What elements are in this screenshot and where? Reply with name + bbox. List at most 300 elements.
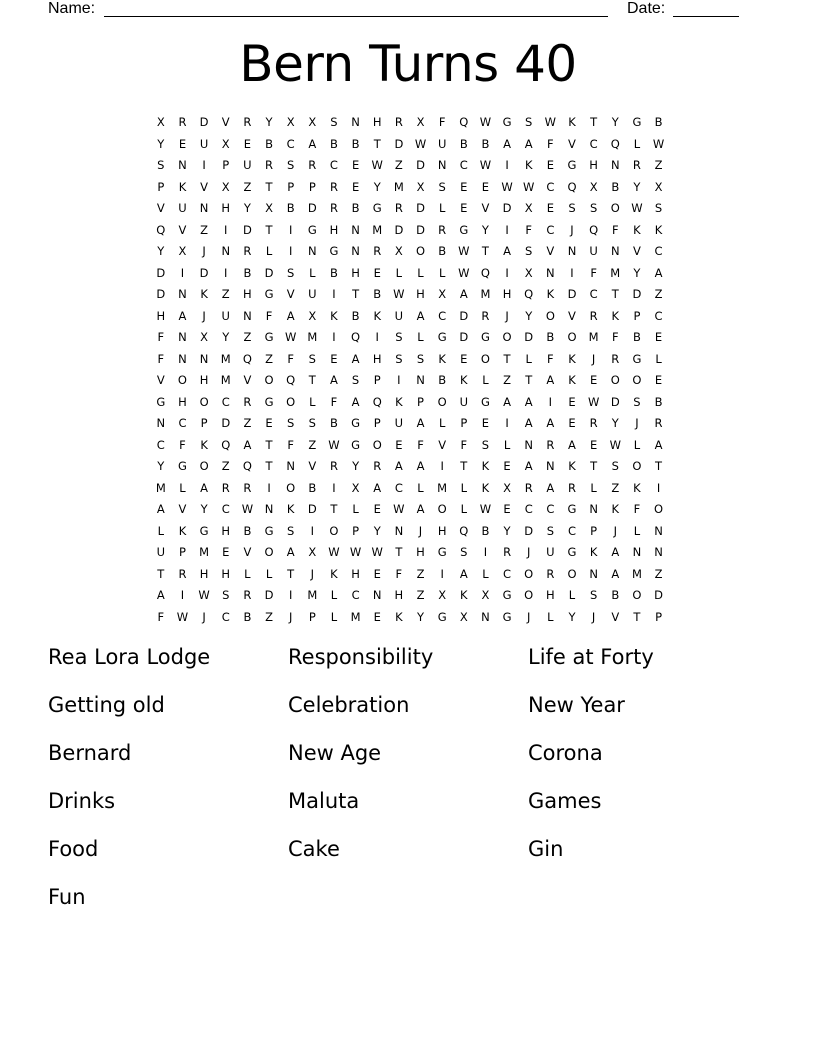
grid-letter[interactable]: A xyxy=(200,480,209,495)
grid-letter[interactable]: O xyxy=(286,394,296,409)
grid-letter[interactable]: H xyxy=(156,308,166,323)
grid-letter[interactable]: I xyxy=(224,222,228,237)
grid-letter[interactable]: A xyxy=(524,136,533,151)
grid-letter[interactable]: K xyxy=(286,502,295,516)
grid-letter[interactable]: I xyxy=(332,330,336,344)
grid-letter[interactable]: P xyxy=(157,179,165,194)
grid-letter[interactable]: I xyxy=(332,480,336,495)
grid-letter[interactable]: F xyxy=(395,566,403,581)
grid-letter[interactable]: Z xyxy=(654,287,663,301)
grid-letter[interactable]: P xyxy=(590,523,598,538)
grid-letter[interactable]: A xyxy=(524,459,533,473)
grid-letter[interactable]: S xyxy=(589,588,598,602)
grid-letter[interactable]: C xyxy=(567,523,576,538)
grid-letter[interactable]: W xyxy=(371,158,383,172)
grid-letter[interactable]: E xyxy=(243,136,252,151)
grid-letter[interactable]: U xyxy=(546,545,555,559)
grid-letter[interactable]: D xyxy=(459,308,469,323)
grid-letter[interactable]: L xyxy=(460,480,467,495)
grid-letter[interactable]: I xyxy=(180,588,185,602)
grid-letter[interactable]: K xyxy=(438,351,446,366)
grid-letter[interactable]: G xyxy=(264,523,274,538)
grid-letter[interactable]: Z xyxy=(503,373,512,387)
grid-letter[interactable]: O xyxy=(372,437,382,452)
grid-letter[interactable]: J xyxy=(418,523,423,538)
grid-letter[interactable]: Y xyxy=(157,244,165,258)
grid-letter[interactable]: J xyxy=(635,416,639,430)
grid-letter[interactable]: I xyxy=(375,330,379,344)
grid-letter[interactable]: N xyxy=(524,437,534,452)
grid-letter[interactable]: D xyxy=(610,394,620,409)
grid-letter[interactable]: I xyxy=(224,265,228,280)
grid-letter[interactable]: Z xyxy=(221,287,230,301)
grid-letter[interactable]: R xyxy=(329,201,338,215)
grid-letter[interactable]: L xyxy=(157,523,165,538)
grid-letter[interactable]: I xyxy=(505,222,509,237)
grid-letter[interactable]: A xyxy=(654,437,663,452)
grid-letter[interactable]: D xyxy=(221,416,231,430)
grid-letter[interactable]: C xyxy=(589,136,598,151)
grid-letter[interactable]: O xyxy=(480,351,490,366)
grid-letter[interactable]: Y xyxy=(265,115,273,129)
grid-letter[interactable]: A xyxy=(611,545,620,559)
grid-letter[interactable]: J xyxy=(613,523,617,538)
grid-letter[interactable]: G xyxy=(264,330,274,344)
grid-letter[interactable]: K xyxy=(395,394,403,409)
grid-letter[interactable]: B xyxy=(265,136,273,151)
grid-letter[interactable]: Z xyxy=(243,416,252,430)
grid-letter[interactable]: B xyxy=(438,373,447,387)
grid-letter[interactable]: S xyxy=(308,351,316,366)
grid-letter[interactable]: T xyxy=(352,287,360,301)
grid-letter[interactable]: R xyxy=(308,158,317,172)
grid-letter[interactable]: A xyxy=(654,265,663,280)
grid-letter[interactable]: V xyxy=(243,373,252,387)
grid-letter[interactable]: U xyxy=(243,158,252,172)
grid-letter[interactable]: A xyxy=(524,416,533,430)
grid-letter[interactable]: V xyxy=(568,308,576,323)
grid-letter[interactable]: N xyxy=(654,545,663,559)
grid-letter[interactable]: V xyxy=(178,502,187,516)
grid-letter[interactable]: A xyxy=(243,437,252,452)
grid-letter[interactable]: Q xyxy=(156,222,166,237)
grid-letter[interactable]: M xyxy=(155,480,166,495)
grid-letter[interactable]: B xyxy=(438,244,447,258)
grid-letter[interactable]: B xyxy=(481,136,490,151)
grid-letter[interactable]: M xyxy=(631,566,642,581)
grid-letter[interactable]: J xyxy=(202,244,206,258)
grid-letter[interactable]: B xyxy=(351,308,360,323)
grid-letter[interactable]: D xyxy=(394,136,404,151)
grid-letter[interactable]: H xyxy=(394,588,404,602)
grid-letter[interactable]: R xyxy=(329,459,338,473)
grid-letter[interactable]: T xyxy=(395,545,403,559)
grid-letter[interactable]: V xyxy=(438,437,447,452)
grid-letter[interactable]: C xyxy=(524,502,533,516)
grid-letter[interactable]: L xyxy=(438,201,446,215)
grid-letter[interactable]: N xyxy=(437,158,447,172)
grid-letter[interactable]: F xyxy=(633,502,641,516)
grid-letter[interactable]: O xyxy=(610,201,620,215)
grid-letter[interactable]: Q xyxy=(242,459,252,473)
grid-letter[interactable]: T xyxy=(265,222,273,237)
grid-letter[interactable]: V xyxy=(286,287,295,301)
grid-letter[interactable]: N xyxy=(178,158,187,172)
grid-letter[interactable]: D xyxy=(524,330,534,344)
grid-letter[interactable]: A xyxy=(503,394,511,409)
grid-letter[interactable]: D xyxy=(199,265,209,280)
grid-letter[interactable]: D xyxy=(156,265,166,280)
grid-letter[interactable]: R xyxy=(265,158,274,172)
grid-letter[interactable]: S xyxy=(287,265,295,280)
grid-letter[interactable]: U xyxy=(589,244,598,258)
grid-letter[interactable]: U xyxy=(308,287,317,301)
grid-letter[interactable]: L xyxy=(395,265,403,280)
grid-letter[interactable]: I xyxy=(180,265,185,280)
grid-letter[interactable]: L xyxy=(417,330,424,344)
grid-letter[interactable]: N xyxy=(654,523,663,538)
grid-letter[interactable]: B xyxy=(654,394,663,409)
grid-letter[interactable]: K xyxy=(546,287,555,301)
grid-letter[interactable]: C xyxy=(329,158,338,172)
grid-letter[interactable]: W xyxy=(198,588,210,602)
grid-letter[interactable]: C xyxy=(589,287,598,301)
grid-letter[interactable]: G xyxy=(307,222,317,237)
grid-letter[interactable]: R xyxy=(243,588,252,602)
grid-letter[interactable]: G xyxy=(437,609,447,624)
grid-letter[interactable]: G xyxy=(567,502,577,516)
grid-letter[interactable]: Z xyxy=(265,351,273,366)
grid-letter[interactable]: I xyxy=(202,158,206,172)
grid-letter[interactable]: H xyxy=(221,201,231,215)
grid-letter[interactable]: H xyxy=(372,351,382,366)
grid-letter[interactable]: K xyxy=(460,373,468,387)
grid-letter[interactable]: N xyxy=(589,566,598,581)
grid-letter[interactable]: M xyxy=(199,545,210,559)
grid-letter[interactable]: Z xyxy=(611,480,620,495)
grid-letter[interactable]: O xyxy=(199,459,209,473)
grid-letter[interactable]: E xyxy=(351,158,360,172)
grid-letter[interactable]: Y xyxy=(352,459,360,473)
grid-letter[interactable]: A xyxy=(373,480,382,495)
grid-letter[interactable]: S xyxy=(287,158,295,172)
grid-letter[interactable]: L xyxy=(179,480,186,495)
grid-letter[interactable]: H xyxy=(221,523,231,538)
grid-letter[interactable]: Y xyxy=(157,136,165,151)
grid-letter[interactable]: S xyxy=(416,351,425,366)
grid-letter[interactable]: N xyxy=(351,244,360,258)
grid-letter[interactable]: S xyxy=(654,201,663,215)
grid-letter[interactable]: H xyxy=(243,287,252,301)
grid-letter[interactable]: I xyxy=(505,265,509,280)
grid-letter[interactable]: L xyxy=(633,523,641,538)
grid-letter[interactable]: P xyxy=(373,416,381,430)
grid-letter[interactable]: N xyxy=(199,351,209,366)
grid-letter[interactable]: D xyxy=(156,287,166,301)
grid-letter[interactable]: U xyxy=(459,394,468,409)
grid-letter[interactable]: Y xyxy=(222,330,230,344)
grid-letter[interactable]: O xyxy=(437,502,447,516)
grid-letter[interactable]: E xyxy=(654,373,663,387)
grid-letter[interactable]: Q xyxy=(610,136,620,151)
grid-letter[interactable]: D xyxy=(307,201,317,215)
grid-letter[interactable]: V xyxy=(221,115,230,129)
grid-letter[interactable]: P xyxy=(633,308,641,323)
grid-letter[interactable]: G xyxy=(351,416,361,430)
grid-letter[interactable]: D xyxy=(264,265,274,280)
grid-letter[interactable]: V xyxy=(632,244,641,258)
grid-letter[interactable]: A xyxy=(178,308,187,323)
grid-letter[interactable]: S xyxy=(308,416,316,430)
grid-letter[interactable]: R xyxy=(567,480,576,495)
grid-letter[interactable]: C xyxy=(394,480,403,495)
grid-letter[interactable]: W xyxy=(652,136,665,151)
grid-letter[interactable]: W xyxy=(328,545,340,559)
grid-letter[interactable]: N xyxy=(308,244,317,258)
grid-letter[interactable]: W xyxy=(371,545,383,559)
grid-letter[interactable]: I xyxy=(397,373,401,387)
grid-letter[interactable]: W xyxy=(479,502,492,516)
grid-letter[interactable]: W xyxy=(176,609,189,624)
grid-letter[interactable]: G xyxy=(480,394,490,409)
grid-letter[interactable]: M xyxy=(350,609,361,624)
grid-letter[interactable]: D xyxy=(459,330,469,344)
grid-letter[interactable]: L xyxy=(590,480,597,495)
grid-letter[interactable]: K xyxy=(330,308,338,323)
grid-letter[interactable]: N xyxy=(546,265,555,280)
grid-letter[interactable]: E xyxy=(568,416,576,430)
grid-letter[interactable]: V xyxy=(178,222,187,237)
grid-letter[interactable]: X xyxy=(438,287,447,301)
grid-letter[interactable]: K xyxy=(524,158,533,172)
grid-letter[interactable]: H xyxy=(351,265,360,280)
grid-letter[interactable]: R xyxy=(611,351,620,366)
grid-letter[interactable]: F xyxy=(547,136,554,151)
grid-letter[interactable]: E xyxy=(460,201,468,215)
grid-letter[interactable]: B xyxy=(243,265,252,280)
grid-letter[interactable]: B xyxy=(632,330,641,344)
grid-letter[interactable]: L xyxy=(330,588,338,602)
grid-letter[interactable]: S xyxy=(481,437,490,452)
grid-letter[interactable]: F xyxy=(157,609,165,624)
grid-letter[interactable]: U xyxy=(199,136,209,151)
grid-letter[interactable]: T xyxy=(265,179,273,194)
grid-letter[interactable]: C xyxy=(503,566,512,581)
grid-letter[interactable]: A xyxy=(351,351,360,366)
grid-letter[interactable]: T xyxy=(655,459,663,473)
grid-letter[interactable]: C xyxy=(156,437,165,452)
grid-letter[interactable]: Q xyxy=(372,394,382,409)
grid-letter[interactable]: O xyxy=(524,566,534,581)
grid-letter[interactable]: E xyxy=(351,179,360,194)
grid-letter[interactable]: G xyxy=(264,394,274,409)
grid-letter[interactable]: A xyxy=(546,416,555,430)
grid-letter[interactable]: Z xyxy=(416,566,425,581)
grid-letter[interactable]: I xyxy=(570,265,574,280)
name-blank-line[interactable] xyxy=(104,16,608,17)
grid-letter[interactable]: K xyxy=(568,373,576,387)
grid-letter[interactable]: B xyxy=(243,523,252,538)
grid-letter[interactable]: C xyxy=(546,222,555,237)
grid-letter[interactable]: V xyxy=(243,545,252,559)
grid-letter[interactable]: I xyxy=(288,588,293,602)
grid-letter[interactable]: L xyxy=(417,265,424,280)
grid-letter[interactable]: K xyxy=(200,287,208,301)
grid-letter[interactable]: M xyxy=(307,588,318,602)
grid-letter[interactable]: B xyxy=(611,588,620,602)
grid-letter[interactable]: F xyxy=(157,351,165,366)
grid-letter[interactable]: H xyxy=(329,222,339,237)
grid-letter[interactable]: L xyxy=(460,502,467,516)
grid-letter[interactable]: X xyxy=(308,115,317,129)
grid-letter[interactable]: H xyxy=(437,523,447,538)
grid-letter[interactable]: O xyxy=(654,502,664,516)
grid-letter[interactable]: O xyxy=(264,373,274,387)
grid-letter[interactable]: L xyxy=(525,351,532,366)
grid-letter[interactable]: T xyxy=(590,115,598,129)
grid-letter[interactable]: K xyxy=(481,480,490,495)
grid-letter[interactable]: L xyxy=(482,373,489,387)
grid-letter[interactable]: N xyxy=(481,609,490,624)
grid-letter[interactable]: R xyxy=(394,201,403,215)
grid-letter[interactable]: B xyxy=(373,287,382,301)
grid-letter[interactable]: T xyxy=(633,609,641,624)
grid-letter[interactable]: A xyxy=(286,308,295,323)
grid-letter[interactable]: H xyxy=(221,566,231,581)
grid-letter[interactable]: W xyxy=(523,179,535,194)
grid-letter[interactable]: Q xyxy=(351,330,361,344)
grid-letter[interactable]: E xyxy=(654,330,663,344)
grid-letter[interactable]: J xyxy=(527,545,531,559)
grid-letter[interactable]: E xyxy=(178,136,187,151)
grid-letter[interactable]: E xyxy=(373,265,381,280)
grid-letter[interactable]: Q xyxy=(286,373,296,387)
grid-letter[interactable]: W xyxy=(349,545,362,559)
grid-letter[interactable]: G xyxy=(567,545,577,559)
grid-letter[interactable]: B xyxy=(546,330,555,344)
grid-letter[interactable]: J xyxy=(310,566,314,581)
grid-letter[interactable]: W xyxy=(393,502,405,516)
grid-letter[interactable]: Q xyxy=(524,287,534,301)
grid-letter[interactable]: A xyxy=(524,394,533,409)
grid-letter[interactable]: E xyxy=(481,179,490,194)
grid-letter[interactable]: A xyxy=(308,136,317,151)
grid-letter[interactable]: W xyxy=(458,244,470,258)
grid-letter[interactable]: M xyxy=(220,373,231,387)
grid-letter[interactable]: T xyxy=(265,437,273,452)
grid-letter[interactable]: Y xyxy=(633,179,641,194)
grid-letter[interactable]: K xyxy=(373,308,381,323)
grid-letter[interactable]: I xyxy=(332,287,336,301)
grid-letter[interactable]: F xyxy=(547,351,554,366)
grid-letter[interactable]: Z xyxy=(221,459,230,473)
grid-letter[interactable]: F xyxy=(417,437,424,452)
grid-letter[interactable]: S xyxy=(222,588,230,602)
grid-letter[interactable]: L xyxy=(309,265,316,280)
grid-letter[interactable]: Q xyxy=(567,179,577,194)
grid-letter[interactable]: X xyxy=(394,244,403,258)
grid-letter[interactable]: C xyxy=(546,502,555,516)
grid-letter[interactable]: R xyxy=(373,459,382,473)
grid-letter[interactable]: S xyxy=(460,545,468,559)
grid-letter[interactable]: A xyxy=(416,416,425,430)
grid-letter[interactable]: Q xyxy=(589,222,599,237)
grid-letter[interactable]: J xyxy=(202,308,206,323)
grid-letter[interactable]: J xyxy=(202,609,206,624)
grid-letter[interactable]: X xyxy=(481,588,490,602)
grid-letter[interactable]: R xyxy=(178,566,187,581)
grid-letter[interactable]: O xyxy=(437,394,447,409)
grid-letter[interactable]: Y xyxy=(373,523,381,538)
grid-letter[interactable]: H xyxy=(351,566,360,581)
grid-letter[interactable]: F xyxy=(460,437,468,452)
grid-letter[interactable]: G xyxy=(329,244,339,258)
grid-letter[interactable]: V xyxy=(546,244,555,258)
grid-letter[interactable]: H xyxy=(416,287,425,301)
grid-letter[interactable]: A xyxy=(503,136,511,151)
grid-letter[interactable]: W xyxy=(479,158,492,172)
grid-letter[interactable]: A xyxy=(459,287,468,301)
grid-letter[interactable]: L xyxy=(265,244,273,258)
grid-letter[interactable]: P xyxy=(460,416,468,430)
grid-letter[interactable]: X xyxy=(654,179,663,194)
grid-letter[interactable]: X xyxy=(589,179,598,194)
grid-letter[interactable]: C xyxy=(654,244,663,258)
grid-letter[interactable]: Q xyxy=(459,523,469,538)
grid-letter[interactable]: K xyxy=(633,480,641,495)
grid-letter[interactable]: O xyxy=(567,330,577,344)
grid-letter[interactable]: X xyxy=(308,308,317,323)
grid-letter[interactable]: G xyxy=(437,330,447,344)
grid-letter[interactable]: S xyxy=(611,459,619,473)
grid-letter[interactable]: X xyxy=(221,136,230,151)
grid-letter[interactable]: X xyxy=(286,115,295,129)
grid-letter[interactable]: K xyxy=(395,609,403,624)
grid-letter[interactable]: E xyxy=(330,351,338,366)
grid-letter[interactable]: E xyxy=(546,158,554,172)
grid-letter[interactable]: G xyxy=(502,609,512,624)
grid-letter[interactable]: K xyxy=(568,115,576,129)
grid-letter[interactable]: T xyxy=(287,566,295,581)
grid-letter[interactable]: G xyxy=(567,158,577,172)
grid-letter[interactable]: T xyxy=(590,459,598,473)
grid-letter[interactable]: G xyxy=(178,459,187,473)
grid-letter[interactable]: T xyxy=(157,566,165,581)
grid-letter[interactable]: Y xyxy=(157,459,165,473)
grid-letter[interactable]: I xyxy=(483,545,488,559)
grid-letter[interactable]: U xyxy=(394,416,404,430)
grid-letter[interactable]: R xyxy=(243,394,252,409)
grid-letter[interactable]: H xyxy=(502,287,512,301)
grid-letter[interactable]: Z xyxy=(243,179,252,194)
grid-letter[interactable]: Z xyxy=(654,158,663,172)
grid-letter[interactable]: H xyxy=(199,566,209,581)
grid-letter[interactable]: N xyxy=(546,459,555,473)
grid-letter[interactable]: Z xyxy=(308,437,317,452)
grid-letter[interactable]: A xyxy=(330,373,338,387)
grid-letter[interactable]: K xyxy=(589,545,598,559)
grid-letter[interactable]: S xyxy=(395,351,403,366)
grid-letter[interactable]: N xyxy=(610,244,620,258)
grid-letter[interactable]: L xyxy=(309,394,316,409)
grid-letter[interactable]: H xyxy=(178,394,187,409)
grid-letter[interactable]: N xyxy=(394,523,404,538)
grid-letter[interactable]: Q xyxy=(459,115,469,129)
grid-letter[interactable]: N xyxy=(351,115,360,129)
grid-letter[interactable]: G xyxy=(156,394,166,409)
grid-letter[interactable]: J xyxy=(591,351,596,366)
grid-letter[interactable]: A xyxy=(351,394,360,409)
